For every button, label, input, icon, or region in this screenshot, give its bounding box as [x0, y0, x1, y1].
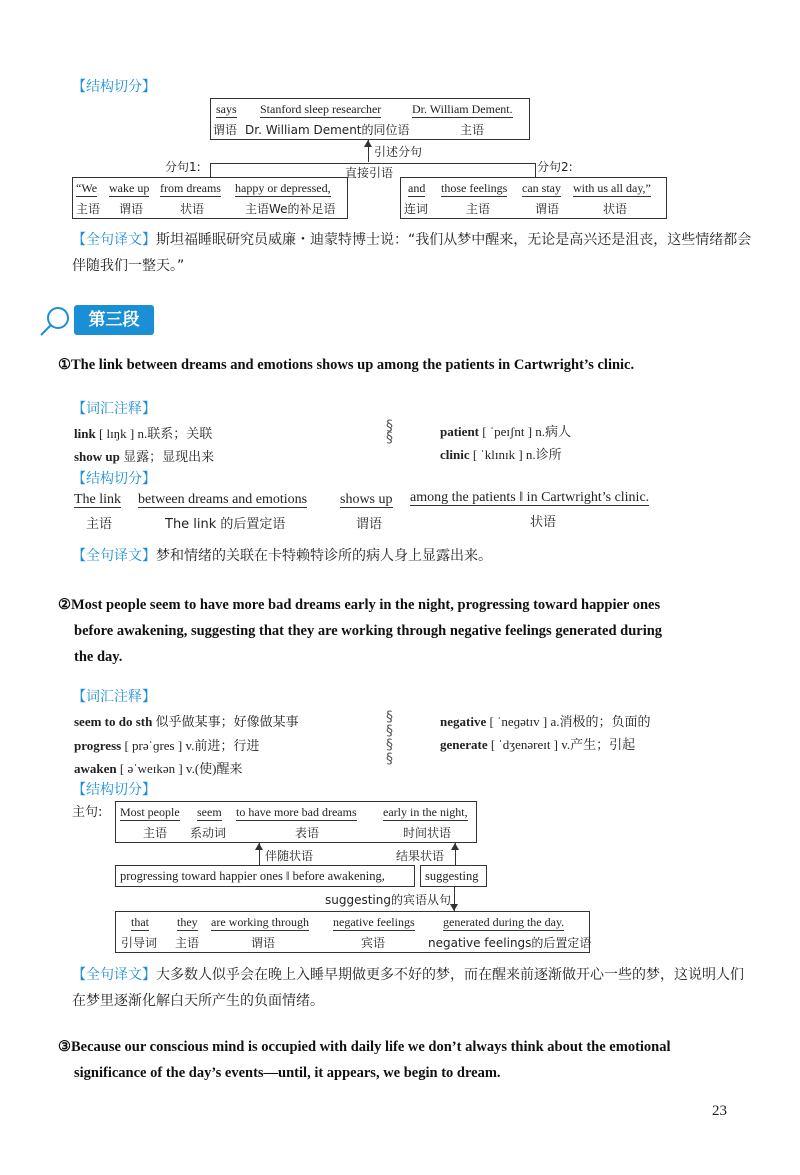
result-label: 结果状语 — [396, 849, 445, 863]
word-researcher: Stanford sleep researcher — [260, 102, 382, 116]
c-generated: generated during the day. — [443, 915, 565, 929]
cl-obj: 宾语 — [361, 936, 386, 950]
object-clause-label: suggesting的宾语从句 — [325, 893, 451, 907]
divider-squiggle: § § — [386, 418, 393, 446]
translation-3 — [72, 962, 752, 1014]
trans-text-1: 斯坦福睡眠研究员威廉・迪蒙特博士说：“我们从梦中醒来，无论是高兴还是沮丧，这些情绪都会伴随我们一整天。” — [72, 232, 752, 274]
vocab-tag-2: 【词汇注释】 — [72, 689, 156, 705]
section-title-badge — [74, 305, 154, 335]
lbl-comp: 主语We的补足语 — [245, 202, 336, 216]
cl-subj: 主语 — [175, 936, 200, 950]
translation-1 — [72, 227, 752, 279]
magnifier-icon — [36, 304, 76, 340]
trans-tag-1: 【全句译文】 — [72, 232, 156, 248]
trans-text-3: 大多数人似乎会在晚上入睡早期做更多不好的梦，而在醒来前逐渐做开心一些的梦，这说明人们在梦里逐渐化解白天所产生的负面情绪。 — [72, 967, 744, 1009]
phrase-showsup: shows up — [340, 492, 393, 507]
sentence-2-line1: Most people seem to have more bad dreams early in the night, progressing toward happier ones — [71, 597, 661, 613]
prog-text: progressing toward happier ones ‖ before awakening, — [120, 869, 385, 883]
accompany-label: 伴随状语 — [265, 849, 314, 863]
vocab-seemto: seem to do sth 似乎做某事；好像做某事 — [74, 714, 299, 729]
struct-tag-3: 【结构切分】 — [72, 782, 156, 798]
arrow-up-icon — [364, 140, 372, 147]
num-2: ② — [58, 597, 71, 613]
trans-tag-2: 【全句译文】 — [72, 548, 156, 564]
label-subject: 主语 — [460, 123, 485, 137]
translation-2 — [72, 543, 752, 569]
word-we: “We — [76, 181, 98, 195]
label-predicate: 谓语 — [213, 123, 238, 137]
trans-tag-3: 【全句译文】 — [72, 967, 156, 983]
struct-tag-1: 【结构切分】 — [72, 79, 156, 95]
word-and: and — [408, 181, 426, 195]
cl-intro: 引导词 — [121, 936, 158, 950]
trans-text-2: 梦和情绪的关联在卡特赖特诊所的病人身上显露出来。 — [156, 548, 492, 564]
q1-label-adv: 状语 — [530, 515, 557, 530]
sentence-3-line1: Because our conscious mind is occupied with daily life we don’t always think about the emotional — [71, 1039, 671, 1055]
q1-label-subj: 主语 — [86, 517, 113, 532]
vocab-awaken: awaken [ əˈweɪkən ] v.(使)醒来 — [74, 761, 243, 776]
divider-squiggle-2: § § § § — [386, 709, 393, 767]
ml-link: 系动词 — [190, 826, 227, 840]
ml-pred: 表语 — [295, 826, 320, 840]
cl-pred: 谓语 — [251, 936, 276, 950]
sentence-3 — [58, 1034, 758, 1086]
phrase-thelink: The link — [74, 492, 122, 507]
label-appositive: Dr. William Dement的同位语 — [245, 123, 410, 137]
sugg-text: suggesting — [425, 869, 479, 883]
vocab-showup: show up 显露；显现出来 — [74, 449, 215, 464]
phrase-between: between dreams and emotions — [138, 492, 308, 507]
lbl-adv: 状语 — [180, 202, 205, 216]
vocab-clinic: clinic [ ˈklɪnɪk ] n.诊所 — [440, 447, 562, 462]
sentence-2 — [58, 592, 748, 670]
m-tohave: to have more bad dreams — [236, 805, 357, 819]
lbl-pred: 谓语 — [119, 202, 144, 216]
arrow-down-icon — [450, 904, 458, 911]
c-negative: negative feelings — [333, 915, 415, 929]
m-mostpeople: Most people — [120, 805, 180, 819]
m-seem: seem — [197, 805, 222, 819]
struct-tag-2: 【结构切分】 — [72, 471, 156, 487]
clause1-label: 分句1: — [165, 160, 201, 174]
word-says: says — [216, 102, 237, 116]
sentence-1-text: The link between dreams and emotions shows up among the patients in Cartwright’s clinic. — [71, 357, 635, 373]
phrase-among: among the patients ‖ in Cartwright’s clinic. — [410, 490, 650, 505]
page-number: 23 — [712, 1103, 727, 1119]
vocab-tag-1: 【词汇注释】 — [72, 401, 156, 417]
clause2-label: 分句2: — [537, 160, 573, 174]
quote-clause-label: 引述分句 — [374, 145, 423, 159]
bracket-left — [210, 163, 211, 177]
vocab-progress: progress [ prəˈɡres ] v.前进；行进 — [74, 738, 260, 753]
vocab-patient: patient [ ˈpeɪʃnt ] n.病人 — [440, 424, 572, 439]
c-working: are working through — [211, 915, 309, 929]
lbl-pred2: 谓语 — [535, 202, 560, 216]
arrow-up-icon-2 — [255, 843, 263, 850]
cl-attr: negative feelings的后置定语 — [428, 936, 592, 950]
ml-subj: 主语 — [143, 826, 168, 840]
vocab-link: link [ lɪŋk ] n.联系；关联 — [74, 426, 213, 441]
main-clause-label: 主句: — [72, 805, 103, 820]
bracket-right — [535, 163, 536, 177]
num-1: ① — [58, 357, 71, 373]
sentence-1 — [58, 352, 634, 378]
sentence-3-line2: significance of the day’s events—until, it appears, we begin to dream. — [74, 1065, 501, 1081]
c-they: they — [177, 915, 198, 929]
word-withus: with us all day,” — [573, 181, 651, 195]
section-title: 第三段 — [88, 310, 140, 330]
vocab-negative: negative [ ˈneɡətɪv ] a.消极的；负面的 — [440, 714, 651, 729]
bracket-top — [210, 163, 535, 164]
lbl-adv2: 状语 — [603, 202, 628, 216]
word-canstay: can stay — [522, 181, 561, 195]
sentence-2-line2: before awakening, suggesting that they are working through negative feelings generated during — [74, 623, 663, 639]
word-happy: happy or depressed, — [235, 181, 331, 195]
q1-label-attr: The link 的后置定语 — [165, 517, 286, 532]
word-wakeup: wake up — [109, 181, 150, 195]
word-fromdreams: from dreams — [160, 181, 221, 195]
vocab-generate: generate [ ˈdʒenəreɪt ] v.产生；引起 — [440, 737, 636, 752]
word-feelings: those feelings — [441, 181, 508, 195]
m-early: early in the night, — [383, 805, 468, 819]
direct-speech-label: 直接引语 — [345, 166, 394, 180]
num-3: ③ — [58, 1039, 71, 1055]
sentence-2-line3: the day. — [74, 649, 123, 665]
lbl-subj2: 主语 — [466, 202, 491, 216]
q1-label-pred: 谓语 — [356, 517, 383, 532]
lbl-subj: 主语 — [76, 202, 101, 216]
ml-time: 时间状语 — [403, 826, 452, 840]
c-that: that — [131, 915, 149, 929]
lbl-conj: 连词 — [404, 202, 429, 216]
arrow-up-icon-3 — [451, 843, 459, 850]
word-dement: Dr. William Dement. — [412, 102, 513, 116]
